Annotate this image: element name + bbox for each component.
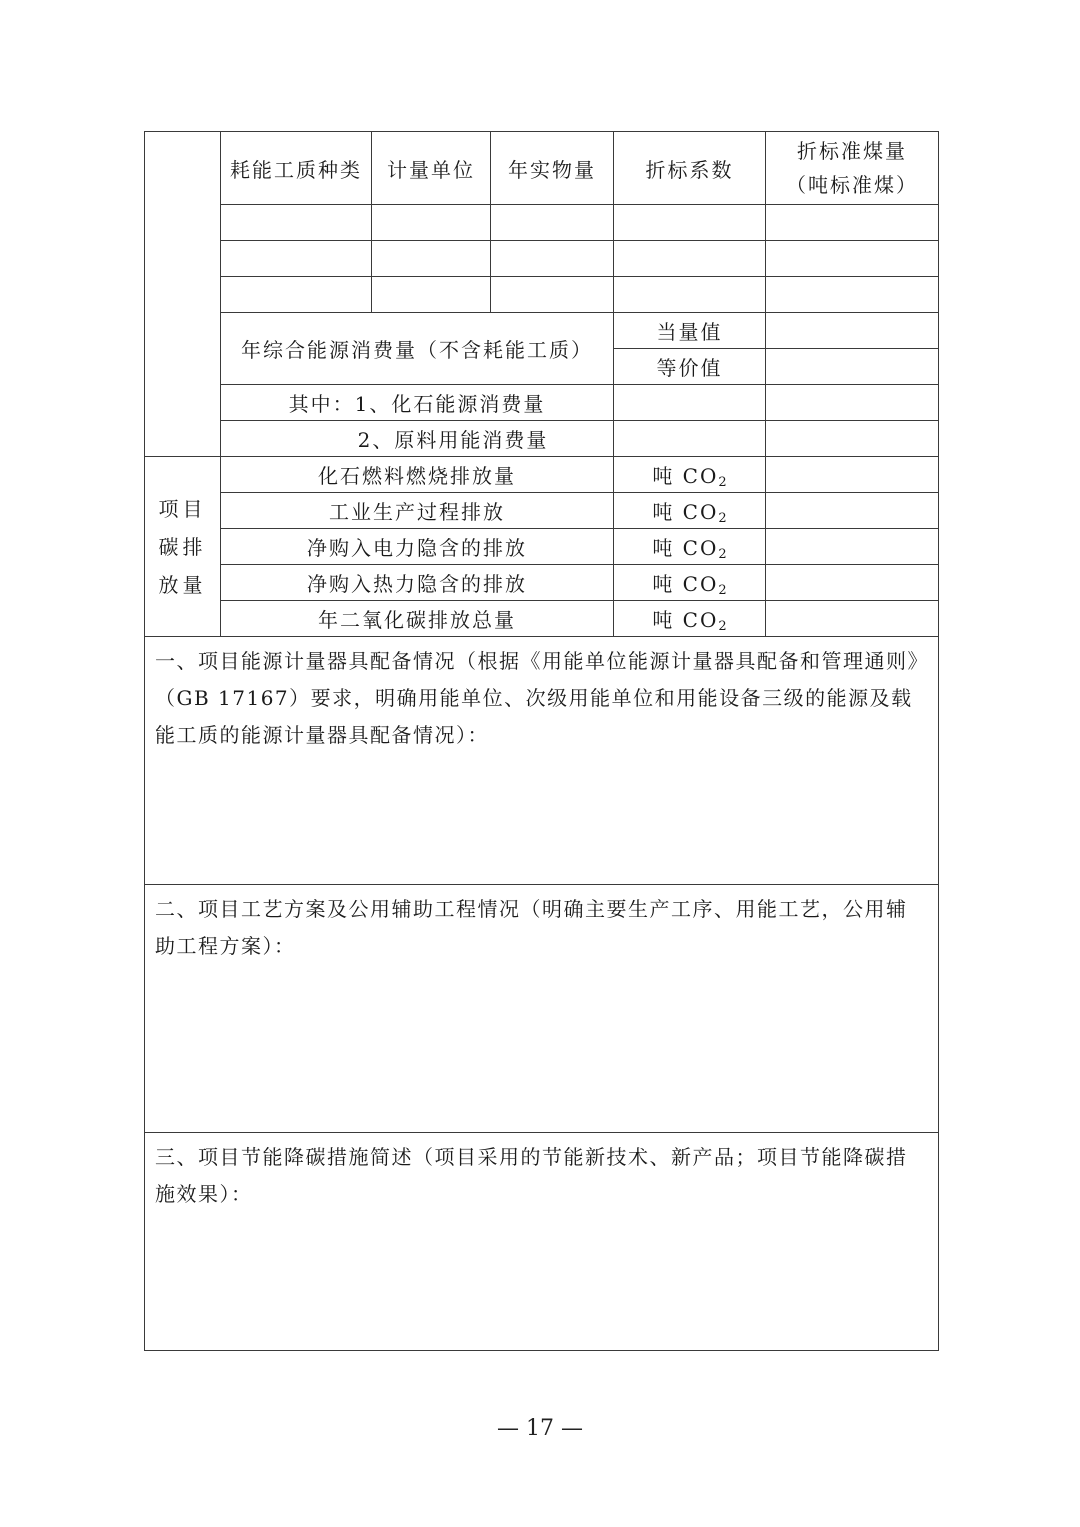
equivalent-value-cell[interactable]: [766, 313, 939, 349]
blank-cell[interactable]: [221, 205, 372, 241]
blank-cell[interactable]: [614, 205, 766, 241]
fossil-energy-label: 其中：1、化石能源消费量: [221, 385, 614, 421]
blank-cell[interactable]: [766, 277, 939, 313]
unit-text: 吨 CO: [652, 463, 719, 488]
carbon-side-line: 项目: [158, 496, 207, 521]
blank-cell[interactable]: [491, 241, 614, 277]
medium-blank-row: [145, 205, 939, 241]
carbon-side-line: 碳排: [158, 534, 207, 559]
equivalent-label: 当量值: [614, 313, 766, 349]
metering-section-text: 一、项目能源计量器具配备情况（根据《用能单位能源计量器具配备和管理通则》（GB 17167）要求，明确用能单位、次级用能单位和用能设备三级的能源及载能工质的能源计量器具配备情况）：: [155, 649, 919, 747]
carbon-row-unit: [614, 529, 766, 565]
carbon-row-label: 净购入热力隐含的排放: [221, 565, 614, 601]
unit-text: 吨 CO: [652, 535, 719, 560]
fossil-energy-row: [145, 385, 939, 421]
fossil-energy-extra-cell[interactable]: [766, 385, 939, 421]
carbon-row-label: 年二氧化碳排放总量: [221, 601, 614, 637]
measures-section-text: 三、项目节能降碳措施简述（项目采用的节能新技术、新产品；项目节能降碳措施效果）：: [155, 1145, 908, 1206]
feedstock-energy-extra-cell[interactable]: [766, 421, 939, 457]
measures-section[interactable]: [145, 1133, 939, 1351]
carbon-row-value-cell[interactable]: [766, 457, 939, 493]
carbon-row-unit: [614, 457, 766, 493]
header-standard-coal: [766, 132, 939, 205]
feedstock-energy-label: 2、原料用能消费量: [221, 421, 614, 457]
carbon-row-label: 工业生产过程排放: [221, 493, 614, 529]
carbon-row: [145, 529, 939, 565]
medium-blank-row: [145, 241, 939, 277]
header-standard-coal-line2: （吨标准煤）: [786, 173, 918, 197]
carbon-row-unit: [614, 565, 766, 601]
unit-text: 吨 CO: [652, 499, 719, 524]
metering-section[interactable]: [145, 637, 939, 885]
process-section-row: [145, 885, 939, 1133]
equal-price-label: 等价值: [614, 349, 766, 385]
unit-text: 吨 CO: [652, 607, 719, 632]
carbon-side-line: 放量: [158, 572, 207, 597]
blank-cell[interactable]: [372, 205, 491, 241]
carbon-row: [145, 601, 939, 637]
carbon-row-value-cell[interactable]: [766, 565, 939, 601]
blank-cell[interactable]: [491, 205, 614, 241]
blank-cell[interactable]: [766, 205, 939, 241]
annual-total-row-equivalent: [145, 313, 939, 349]
blank-cell[interactable]: [614, 241, 766, 277]
page-number: — 17 —: [497, 1416, 583, 1441]
header-unit: 计量单位: [372, 132, 491, 205]
carbon-row-value-cell[interactable]: [766, 529, 939, 565]
carbon-row: [145, 457, 939, 493]
unit-subscript: 2: [718, 582, 727, 598]
medium-header-row: [145, 132, 939, 205]
metering-section-row: [145, 637, 939, 885]
equal-price-value-cell[interactable]: [766, 349, 939, 385]
header-annual-physical: 年实物量: [491, 132, 614, 205]
medium-blank-row: [145, 277, 939, 313]
carbon-row: [145, 565, 939, 601]
process-section-text: 二、项目工艺方案及公用辅助工程情况（明确主要生产工序、用能工艺，公用辅助工程方案）：: [155, 897, 908, 958]
header-conversion-factor: 折标系数: [614, 132, 766, 205]
feedstock-energy-row: [145, 421, 939, 457]
carbon-row-label: 净购入电力隐含的排放: [221, 529, 614, 565]
blank-cell[interactable]: [221, 277, 372, 313]
blank-cell[interactable]: [372, 277, 491, 313]
unit-subscript: 2: [718, 618, 727, 634]
fossil-energy-value-cell[interactable]: [614, 385, 766, 421]
carbon-row-value-cell[interactable]: [766, 493, 939, 529]
carbon-row-unit: [614, 493, 766, 529]
annual-total-label: 年综合能源消费量（不含耗能工质）: [221, 313, 614, 385]
carbon-row: [145, 493, 939, 529]
carbon-row-unit: [614, 601, 766, 637]
feedstock-energy-value-cell[interactable]: [614, 421, 766, 457]
process-section[interactable]: [145, 885, 939, 1133]
carbon-row-value-cell[interactable]: [766, 601, 939, 637]
header-standard-coal-line1: 折标准煤量: [797, 139, 907, 163]
blank-side-cell: [145, 132, 221, 457]
measures-section-row: [145, 1133, 939, 1351]
carbon-section-label: [145, 457, 221, 637]
blank-cell[interactable]: [221, 241, 372, 277]
header-medium-type: 耗能工质种类: [221, 132, 372, 205]
unit-text: 吨 CO: [652, 571, 719, 596]
unit-subscript: 2: [718, 510, 727, 526]
energy-carbon-form-table: [144, 131, 939, 1351]
carbon-row-label: 化石燃料燃烧排放量: [221, 457, 614, 493]
blank-cell[interactable]: [372, 241, 491, 277]
unit-subscript: 2: [718, 546, 727, 562]
blank-cell[interactable]: [614, 277, 766, 313]
blank-cell[interactable]: [766, 241, 939, 277]
unit-subscript: 2: [718, 474, 727, 490]
blank-cell[interactable]: [491, 277, 614, 313]
